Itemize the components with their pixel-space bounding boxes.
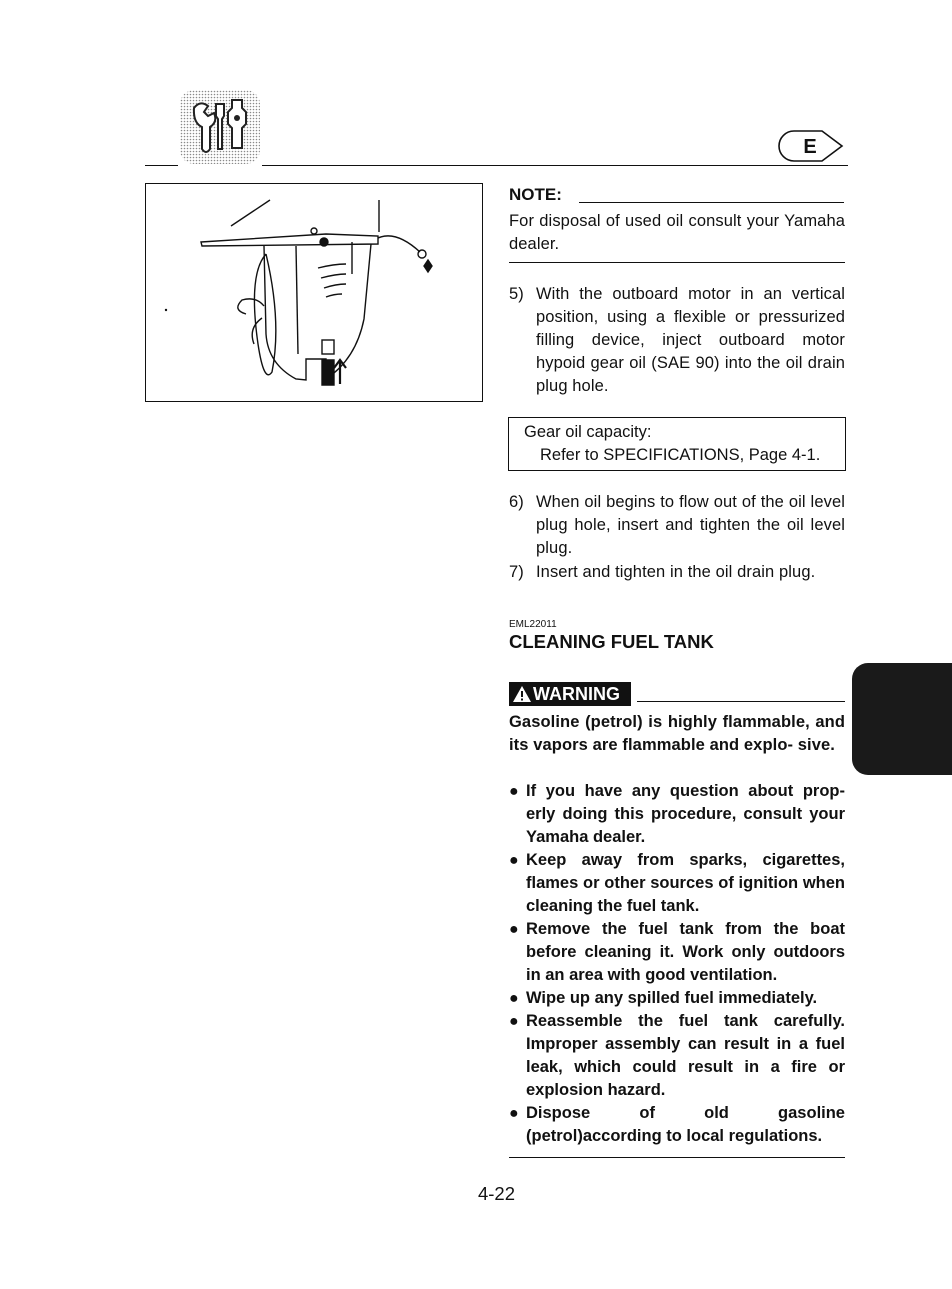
- bullet-icon: ●: [509, 852, 519, 869]
- note-end-rule: [509, 262, 845, 263]
- bullet-icon: ●: [509, 783, 519, 800]
- step-number: 7): [509, 563, 524, 581]
- bullet-icon: ●: [509, 1013, 519, 1030]
- section-title: CLEANING FUEL TANK: [509, 631, 714, 652]
- bullet-icon: ●: [509, 990, 519, 1007]
- tools-icon: [180, 90, 260, 164]
- header-rule: [262, 165, 848, 166]
- warning-badge: [509, 682, 631, 706]
- spec-box: [508, 417, 846, 471]
- warning-label: WARNING: [533, 684, 620, 704]
- warning-rule: [637, 701, 845, 702]
- note-heading: NOTE:: [509, 185, 562, 204]
- note-rule: [579, 202, 844, 203]
- spec-value: Refer to SPECIFICATIONS, Page 4-1.: [540, 446, 821, 464]
- list-item: [509, 849, 845, 918]
- step-number: 5): [509, 285, 524, 303]
- language-badge: [776, 128, 846, 164]
- step-text: When oil begins to flow out of the oil level plug hole, insert and tighten the oil level plug.: [536, 493, 845, 557]
- section-code: EML22011: [509, 619, 557, 630]
- warning-bullet-text: Remove the fuel tank from the boat before cleaning it. Work only outdoors in an area with good ventilation.: [526, 920, 845, 984]
- list-item: [509, 780, 845, 849]
- warning-bullet-text: Dispose of old gasoline (petrol)according to local regulations.: [526, 1104, 845, 1145]
- step-text: Insert and tighten in the oil drain plug.: [536, 563, 816, 581]
- warning-end-rule: [509, 1157, 845, 1158]
- step-text: With the outboard motor in an vertical position, using a flexible or pressurized filling device, inject outboard motor hypoid gear oil (SAE 90) into the oil drain plug hole.: [536, 285, 845, 395]
- spec-title: Gear oil capacity:: [524, 423, 652, 441]
- warning-triangle-icon: [512, 685, 532, 703]
- bullet-icon: ●: [509, 921, 519, 938]
- warning-bullet-text: Keep away from sparks, cigarettes, flames or other sources of ignition when cleaning the fuel tank.: [526, 851, 845, 915]
- list-item: [509, 987, 845, 1010]
- outboard-gear-oil-fill-illustration: [146, 184, 481, 400]
- illustration-frame: [145, 183, 483, 402]
- header-rule: [145, 165, 178, 166]
- warning-list: [509, 780, 845, 1148]
- warning-intro: Gasoline (petrol) is highly flammable, and its vapors are flammable and explo- sive.: [509, 713, 845, 754]
- step-item: [509, 491, 845, 560]
- note-text: For disposal of used oil consult your Yamaha dealer.: [509, 212, 845, 253]
- bullet-icon: ●: [509, 1105, 519, 1122]
- page-number: 4-22: [477, 1183, 516, 1204]
- warning-bullet-text: If you have any question about prop- erly doing this procedure, consult your Yamaha dealer.: [526, 782, 845, 846]
- step-item: [509, 561, 845, 584]
- warning-bullet-text: Reassemble the fuel tank carefully. Improper assembly can result in a fuel leak, which could result in a fire or explosion hazard.: [526, 1012, 845, 1099]
- step-number: 6): [509, 493, 524, 511]
- section-tab: [852, 663, 952, 775]
- list-item: [509, 918, 845, 987]
- list-item: [509, 1102, 845, 1148]
- step-item: [509, 283, 845, 398]
- warning-bullet-text: Wipe up any spilled fuel immediately.: [526, 989, 818, 1007]
- language-badge-label: E: [803, 136, 817, 158]
- list-item: [509, 1010, 845, 1102]
